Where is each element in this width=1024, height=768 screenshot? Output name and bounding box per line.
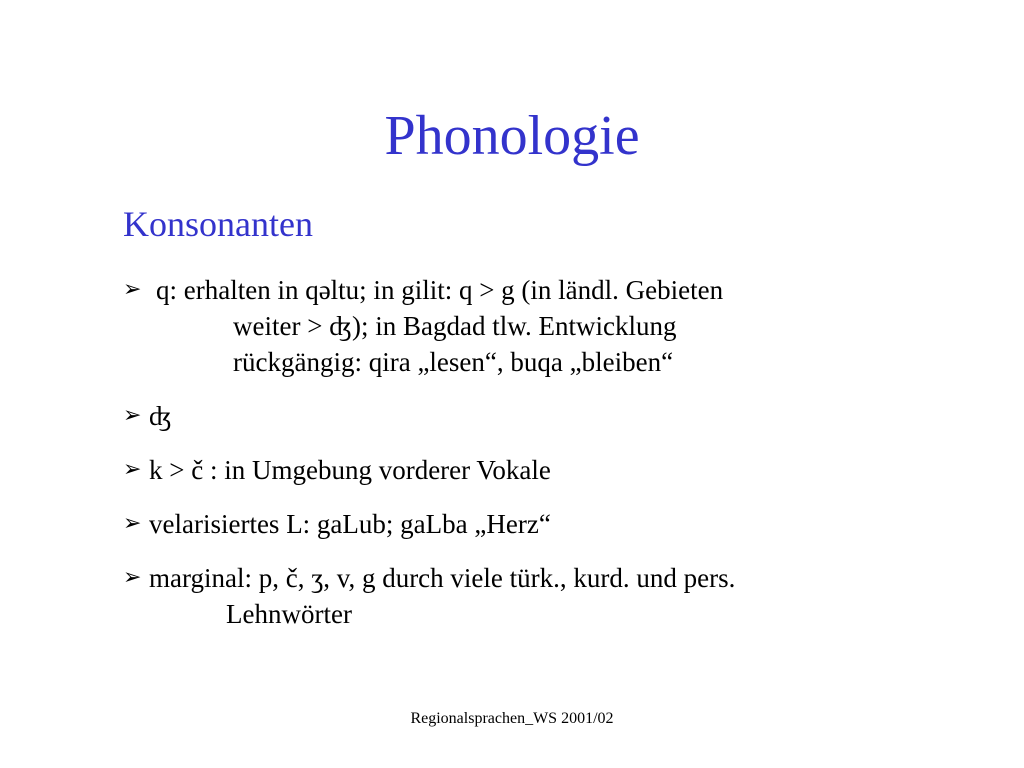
bullet-item-marginal	[123, 560, 923, 632]
bullet-text-continuation: Lehnwörter	[226, 599, 352, 629]
slide-footer: Regionalsprachen_WS 2001/02	[410, 710, 614, 727]
bullet-text: velarisiertes L: gaLub; gaLba „Herz“	[149, 509, 551, 539]
bullet-text: q: erhalten in qəltu; in gilit: q > g (in ländl. Gebieten	[156, 275, 724, 305]
bullet-text-continuation: rückgängig: qira „lesen“, buqa „bleiben“	[233, 347, 674, 377]
slide-title: Phonologie	[384, 105, 640, 167]
bullet-item-q	[123, 272, 923, 380]
arrow-bullet-icon: ➢	[123, 457, 142, 482]
bullet-list	[123, 272, 923, 650]
bullet-item-dz	[123, 398, 923, 434]
bullet-text: marginal: p, č, ʒ, v, g durch viele türk., kurd. und pers.	[149, 563, 736, 593]
bullet-text: k > č : in Umgebung vorderer Vokale	[149, 455, 551, 485]
bullet-item-k	[123, 452, 923, 488]
bullet-item-velar-l	[123, 506, 923, 542]
arrow-bullet-icon: ➢	[123, 511, 142, 536]
slide-subtitle: Konsonanten	[123, 204, 313, 244]
bullet-text: ʤ	[149, 401, 172, 431]
bullet-text-continuation: weiter > ʤ); in Bagdad tlw. Entwicklung	[233, 311, 677, 341]
arrow-bullet-icon: ➢	[123, 277, 142, 302]
arrow-bullet-icon: ➢	[123, 403, 142, 428]
arrow-bullet-icon: ➢	[123, 565, 142, 590]
